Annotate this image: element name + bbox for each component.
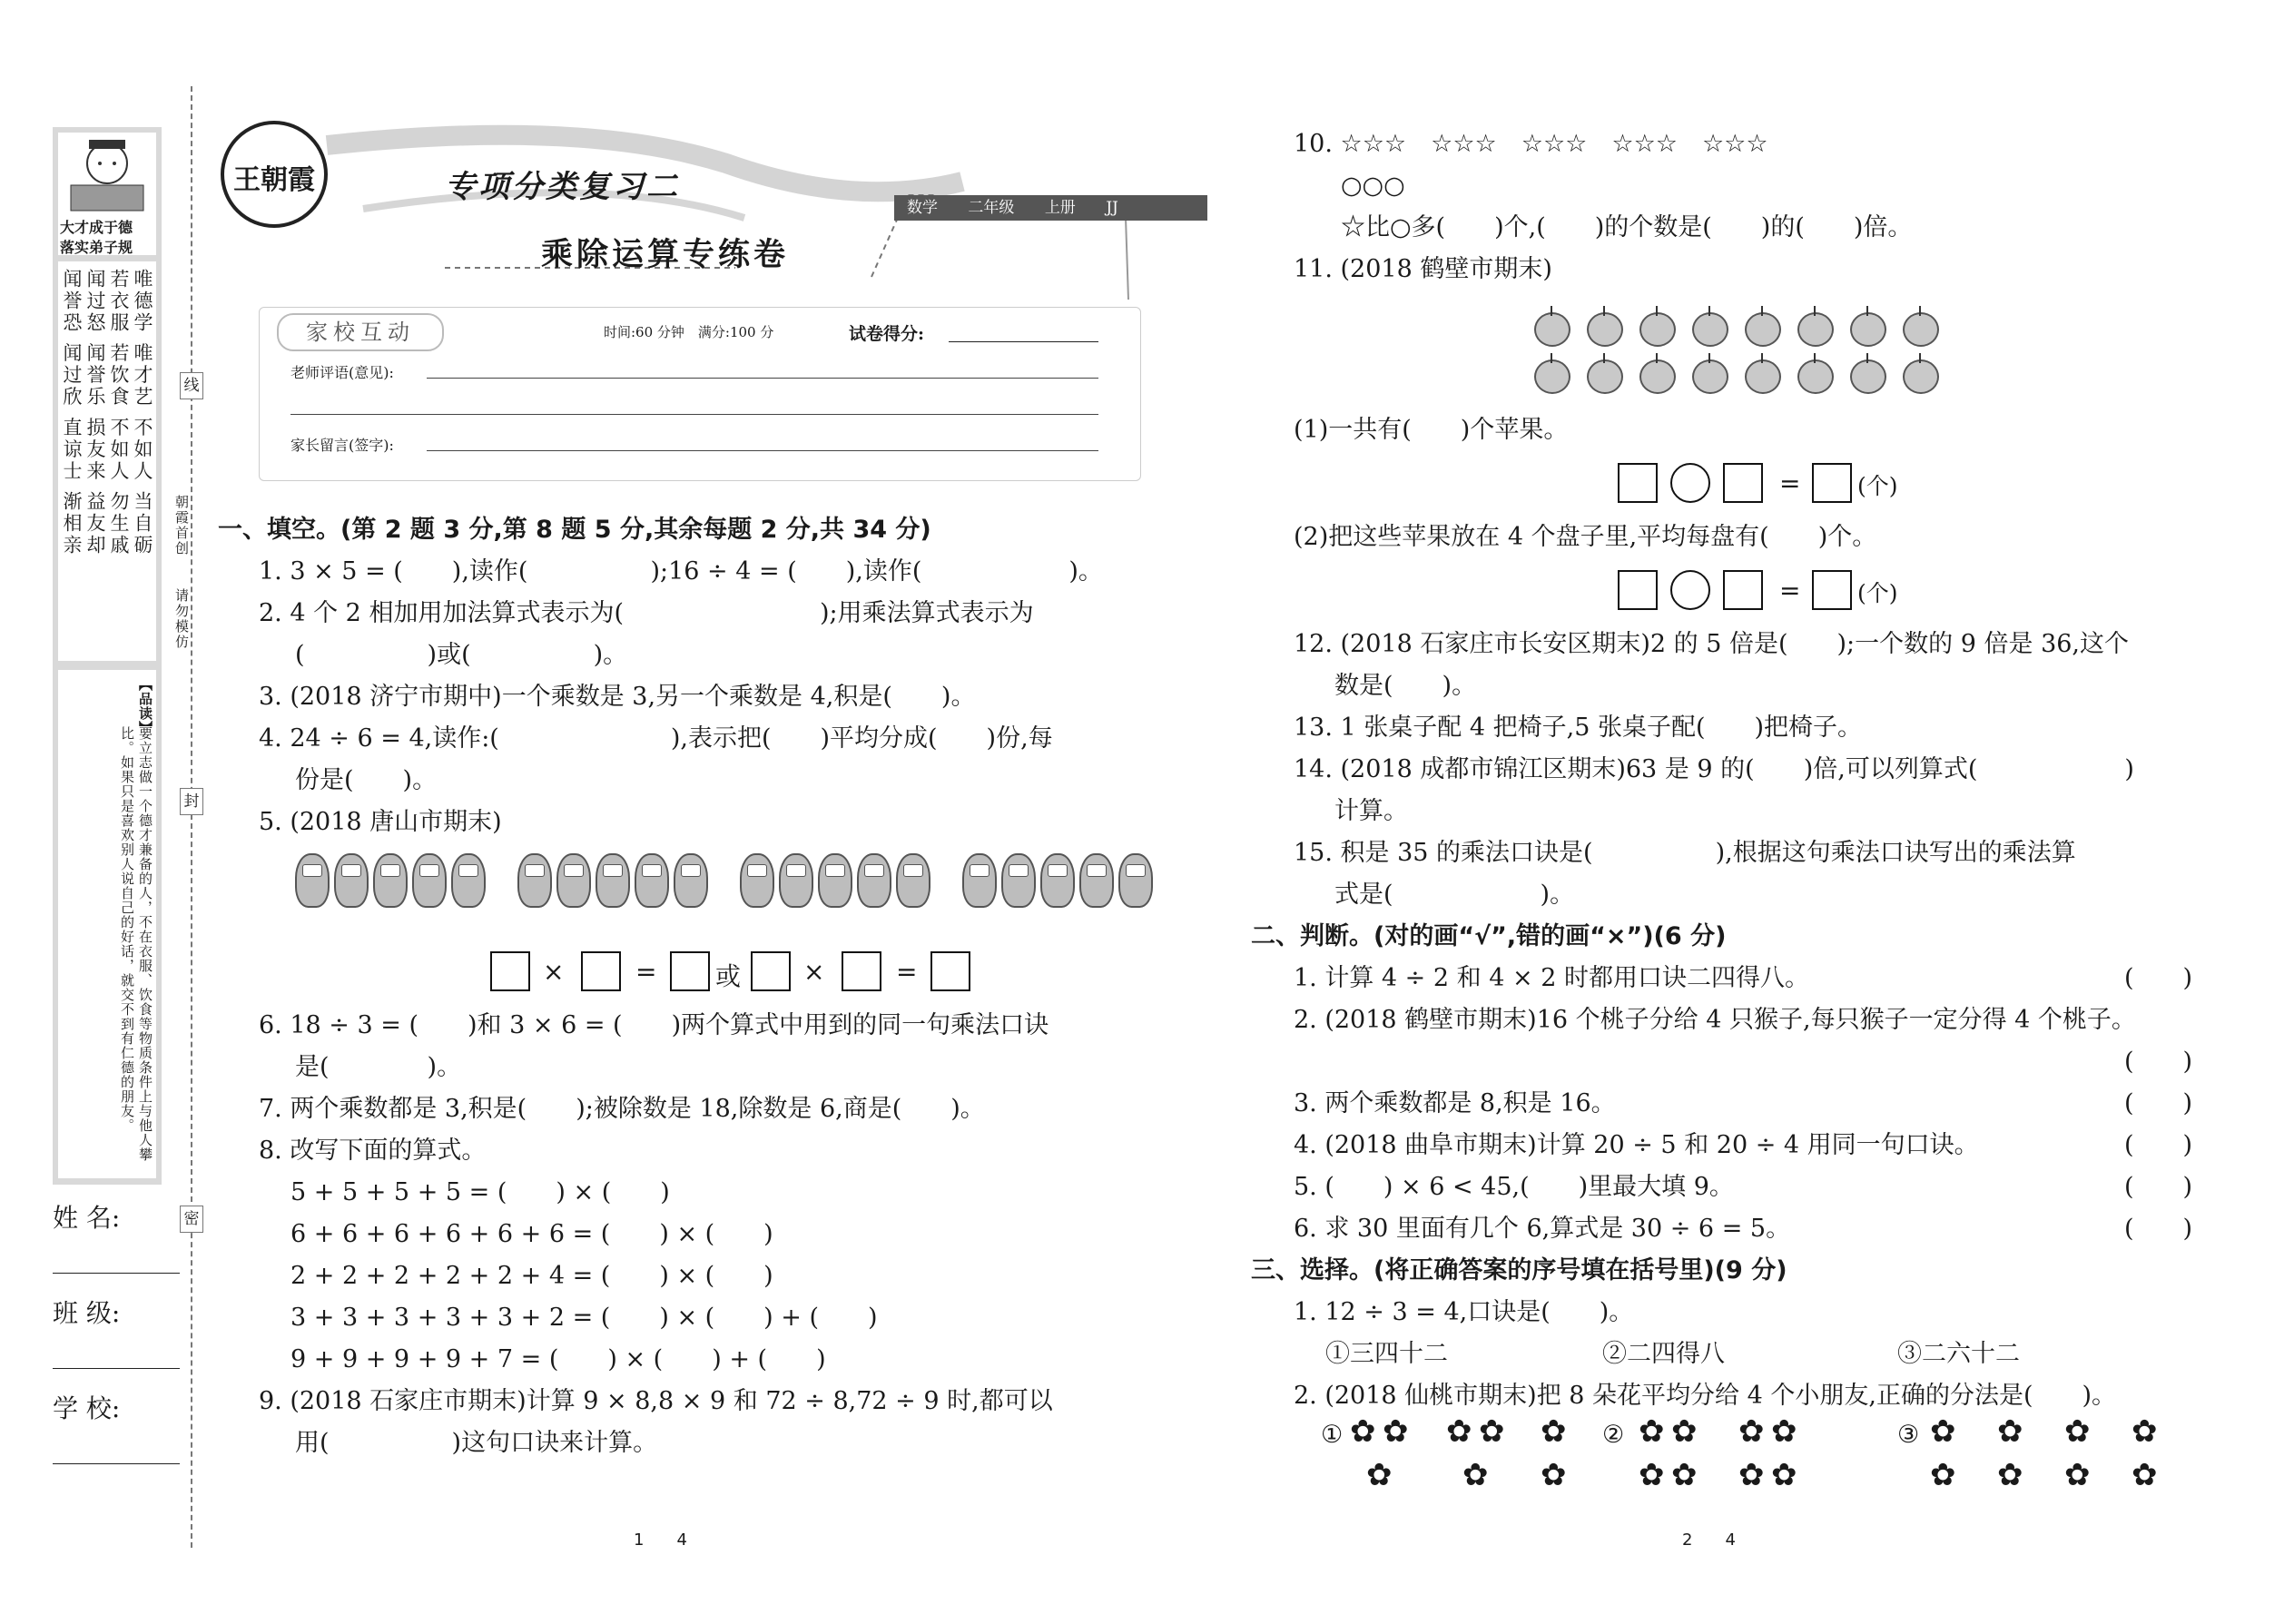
flower-icon: ✿ [1930,1413,1956,1450]
q8-expression: 2 + 2 + 2 + 2 + 2 + 4 = ( ) × ( ) [290,1262,773,1290]
q1: 1. 3 × 5 = ( ),读作( );16 ÷ 4 = ( ),读作( )。 [259,557,1103,586]
q15-line1: 15. 积是 35 的乘法口诀是( ),根据这句乘法口诀写出的乘法算 [1294,839,2076,867]
q13: 13. 1 张桌子配 4 把椅子,5 张桌子配( )把椅子。 [1294,714,1863,742]
side-panel [53,127,162,1185]
flower-icon: ✿ [2132,1413,2158,1450]
flower-icon: ✿ [1671,1457,1698,1493]
flower-icon: ✿ [1366,1457,1393,1493]
apple-icon [1903,359,1939,394]
flower-icon: ✿ [1350,1413,1376,1450]
chick-icon [556,853,591,908]
page-number-right: 2 4 [1682,1530,1736,1550]
answer-box[interactable] [1812,463,1852,503]
option-label: ③ [1897,1421,1920,1449]
q15-line2: 式是( )。 [1334,881,1575,909]
flower-icon: ✿ [1541,1457,1567,1493]
q11-part1-equation [1618,463,1898,508]
q5-answer-boxes [490,951,980,997]
poem-col-1: 唯德学 唯才艺 不如人 当自砺 [132,269,153,557]
choice-2: 2. (2018 仙桃市期末)把 8 朵花平均分给 4 个小朋友,正确的分法是( )。 [1294,1382,2117,1410]
edition-label: JJ [1106,199,1118,217]
flower-icon: ✿ [1771,1413,1797,1450]
q2-line2: ( )或( )。 [295,641,628,669]
answer-box[interactable] [1812,570,1852,610]
choice-1-option-c[interactable]: ③二六十二 [1897,1340,2020,1368]
q6-line2: 是( )。 [295,1053,462,1081]
poem-col-4: 闻誉恐 闻过欣 直谅士 渐相亲 [61,269,83,557]
class-underline [53,1368,180,1369]
judge-2: 2. (2018 鹤壁市期末)16 个桃子分给 4 只猴子,每只猴子一定分得 4 个桃子。 [1294,1006,2136,1034]
chick-icon [779,853,813,908]
section-judge: 二、判断。(对的画“√”,错的画“×”)(6 分) [1251,922,1727,950]
apple-icon [1587,312,1623,347]
school-field[interactable] [53,1389,180,1425]
flower-icon: ✿ [1462,1457,1489,1493]
flower-icon: ✿ [2064,1457,2091,1493]
teacher-comment-line-2[interactable] [290,414,1098,415]
chick-icon [596,853,630,908]
flower-icon: ✿ [1639,1413,1665,1450]
equals-sign: = [1779,576,1801,605]
flower-icon: ✿ [1639,1457,1665,1493]
section-choice: 三、选择。(将正确答案的序号填在括号里)(9 分) [1251,1256,1787,1284]
apple-icon [1745,359,1781,394]
chick-icon [1118,853,1153,908]
q10-stars: 10. ☆☆☆ ☆☆☆ ☆☆☆ ☆☆☆ ☆☆☆ [1294,130,1768,158]
answer-box[interactable] [1618,463,1658,503]
apple-icon [1850,359,1886,394]
unit-label: (个) [1857,580,1898,606]
chick-icon [451,853,486,908]
class-label: 班 级: [53,1298,121,1328]
q8-expression: 3 + 3 + 3 + 3 + 3 + 2 = ( ) × ( ) + ( ) [290,1304,878,1332]
teacher-comment-line[interactable] [427,378,1098,379]
answer-box[interactable] [1618,570,1658,610]
q8-expression: 9 + 9 + 9 + 9 + 7 = ( ) × ( ) + ( ) [290,1345,826,1373]
q11: 11. (2018 鹤壁市期末) [1294,255,1552,283]
cut-char-mi: 密 [180,1206,203,1233]
judge-5-answer[interactable]: ( ) [2124,1173,2193,1201]
chick-icon [740,853,774,908]
equals-sign: = [896,957,918,987]
apple-icon [1797,359,1834,394]
judge-6: 6. 求 30 里面有几个 6,算式是 30 ÷ 6 = 5。 [1294,1215,1791,1243]
q9-line1: 9. (2018 石家庄市期末)计算 9 × 8,8 × 9 和 72 ÷ 8,72 ÷ 9 时,都可以 [259,1387,1053,1415]
school-label: 学 校: [53,1393,121,1423]
apple-icon [1534,312,1570,347]
times-sign: × [803,957,825,987]
q11-part2-equation [1618,570,1898,615]
chick-icon [962,853,997,908]
equals-sign: = [635,957,657,987]
cut-char-feng: 封 [180,788,203,815]
answer-box[interactable] [670,951,710,991]
q2-line1: 2. 4 个 2 相加用加法算式表示为( );用乘法算式表示为 [259,599,1034,627]
name-field[interactable] [53,1198,180,1235]
q12-line2: 数是( )。 [1334,672,1477,700]
score-label: 试卷得分: [849,324,925,344]
score-input[interactable] [949,341,1098,342]
home-school-badge: 家校互动 [277,313,444,351]
q5: 5. (2018 唐山市期末) [259,808,502,836]
judge-2-answer[interactable]: ( ) [2124,1048,2193,1076]
motto-line-2: 落实弟子规 [60,239,133,256]
q11-apple-illustration [1534,309,1961,399]
brand-logo [221,121,328,228]
apple-icon [1850,312,1886,347]
judge-3: 3. 两个乘数都是 8,积是 16。 [1294,1089,1616,1117]
flower-icon: ✿ [2064,1413,2091,1450]
cut-line [191,86,192,1548]
cut-char-xian: 线 [180,372,203,399]
mascot-box [58,133,156,255]
chick-icon [635,853,669,908]
q14-line1: 14. (2018 成都市锦江区期末)63 是 9 的( )倍,可以列算式( ) [1294,755,2134,783]
paper-title: 乘除运算专练卷 [541,236,790,273]
answer-box[interactable] [842,951,881,991]
q12-line1: 12. (2018 石家庄市长安区期末)2 的 5 倍是( );一个数的 9 倍是 36,这个 [1294,630,2130,658]
page-number-left: 1 4 [634,1530,687,1550]
school-underline [53,1463,180,1464]
answer-box[interactable] [751,951,791,991]
q4-line2: 份是( )。 [295,766,438,794]
reading-text: 要立志做一个德才兼备的人，不在衣服、饮食等物质条件上与他人攀比。如果只是喜欢别人说自己的好话，就交不到有仁德的朋友。 [119,726,153,1162]
mascot-illustration [58,133,156,214]
reading-box [58,670,156,1178]
vertical-note-1: 朝霞首创 [173,495,190,556]
flower-icon: ✿ [1997,1457,2023,1493]
q6-line1: 6. 18 ÷ 3 = ( )和 3 × 6 = ( )两个算式中用到的同一句乘法口诀 [259,1011,1049,1039]
operator-circle[interactable] [1670,463,1710,503]
chick-icon [517,853,552,908]
apple-icon [1639,359,1676,394]
q8-expression: 5 + 5 + 5 + 5 = ( ) × ( ) [290,1178,670,1206]
flower-icon: ✿ [1479,1413,1505,1450]
option-label: ① [1321,1421,1344,1449]
chick-icon [295,853,330,908]
chick-icon [1001,853,1036,908]
judge-1: 1. 计算 4 ÷ 2 和 4 × 2 时都用口诀二四得八。 [1294,964,1809,992]
q10-circles: ○○○ [1341,172,1405,200]
choice-1-option-b[interactable]: ②二四得八 [1602,1340,1725,1368]
volume-label: 上册 [1044,199,1076,217]
poem-col-3: 闻过怒 闻誉乐 损友来 益友却 [84,269,106,557]
q3: 3. (2018 济宁市期中)一个乘数是 3,另一个乘数是 4,积是( )。 [259,683,976,711]
answer-box[interactable] [581,951,621,991]
q4-line1: 4. 24 ÷ 6 = 4,读作:( ),表示把( )平均分成( )份,每 [259,724,1053,753]
unit-label: (个) [1857,473,1898,499]
section-fill-blank: 一、填空。(第 2 题 3 分,第 8 题 5 分,其余每题 2 分,共 34 分) [218,516,931,544]
apple-icon [1534,359,1570,394]
answer-box[interactable] [930,951,970,991]
judge-3-answer[interactable]: ( ) [2124,1089,2193,1117]
name-underline [53,1273,180,1274]
flower-icon: ✿ [1997,1413,2023,1450]
section-title: 专项分类复习二 [445,169,680,205]
q8: 8. 改写下面的算式。 [259,1137,487,1165]
flower-icon: ✿ [1671,1413,1698,1450]
judge-5: 5. ( ) × 6 < 45,( )里最大填 9。 [1294,1173,1734,1201]
grade-bar [894,195,1207,221]
logo-text: 王朝霞 [233,164,315,196]
judge-4-answer[interactable]: ( ) [2124,1131,2193,1159]
judge-6-answer[interactable]: ( ) [2124,1215,2193,1243]
flower-icon: ✿ [1383,1413,1409,1450]
reading-label: 【品读】 [137,677,153,735]
q8-expression: 6 + 6 + 6 + 6 + 6 + 6 = ( ) × ( ) [290,1220,773,1248]
motto-line-1: 大才成于德 [60,219,133,236]
q14-line2: 计算。 [1334,797,1408,825]
apple-icon [1797,312,1834,347]
flower-icon: ✿ [1738,1457,1765,1493]
q7: 7. 两个乘数都是 3,积是( );被除数是 18,除数是 6,商是( )。 [259,1095,985,1123]
grade-label: 二年级 [968,199,1015,217]
subject-label: 数学 [907,199,938,217]
name-label: 姓 名: [53,1203,121,1233]
choice-2-option-a[interactable] [1321,1413,1593,1507]
flower-icon: ✿ [1541,1413,1567,1450]
teacher-comment-label: 老师评语(意见): [290,364,394,381]
option-label: ② [1602,1421,1625,1449]
times-sign: × [543,957,565,987]
q9-line2: 用( )这句口诀来计算。 [295,1429,658,1457]
poem-col-2: 若衣服 若饮食 不如人 勿生戚 [108,269,130,557]
q11-part1: (1)一共有( )个苹果。 [1294,416,1569,444]
chick-icon [896,853,930,908]
vertical-note-2: 请勿模仿 [173,588,190,650]
apple-icon [1587,359,1623,394]
flower-icon: ✿ [1446,1413,1472,1450]
flower-icon: ✿ [1771,1457,1797,1493]
or-label: 或 [715,961,742,991]
chick-icon [818,853,852,908]
q11-part2: (2)把这些苹果放在 4 个盘子里,平均每盘有( )个。 [1294,523,1877,551]
answer-box[interactable] [1723,570,1763,610]
poem-box [58,261,156,661]
parent-comment-line[interactable] [427,450,1098,451]
apple-icon [1639,312,1676,347]
operator-circle[interactable] [1670,570,1710,610]
chick-icon [674,853,708,908]
equals-sign: = [1779,468,1801,498]
apple-icon [1745,312,1781,347]
q5-chick-illustration [295,853,1148,917]
choice-2-option-b[interactable] [1602,1413,1875,1507]
judge-4: 4. (2018 曲阜市期末)计算 20 ÷ 5 和 20 ÷ 4 用同一句口诀。 [1294,1131,1979,1159]
judge-1-answer[interactable]: ( ) [2124,964,2193,992]
class-field[interactable] [53,1294,180,1330]
chick-icon [373,853,408,908]
apple-icon [1692,312,1728,347]
q10-text: ☆比○多( )个,( )的个数是( )的( )倍。 [1341,213,1913,241]
chick-icon [1040,853,1075,908]
choice-2-option-c[interactable] [1897,1413,2197,1507]
answer-box[interactable] [490,951,530,991]
apple-icon [1903,312,1939,347]
flower-icon: ✿ [1930,1457,1956,1493]
parent-comment-label: 家长留言(签字): [290,437,394,454]
choice-1-option-a[interactable]: ①三四十二 [1325,1340,1448,1368]
answer-box[interactable] [1723,463,1763,503]
chick-icon [412,853,447,908]
flower-icon: ✿ [2132,1457,2158,1493]
choice-1: 1. 12 ÷ 3 = 4,口诀是( )。 [1294,1298,1634,1326]
chick-icon [857,853,891,908]
chick-icon [334,853,369,908]
apple-icon [1692,359,1728,394]
time-info: 时间:60 分钟 满分:100 分 [604,324,774,340]
chick-icon [1079,853,1114,908]
flower-icon: ✿ [1738,1413,1765,1450]
